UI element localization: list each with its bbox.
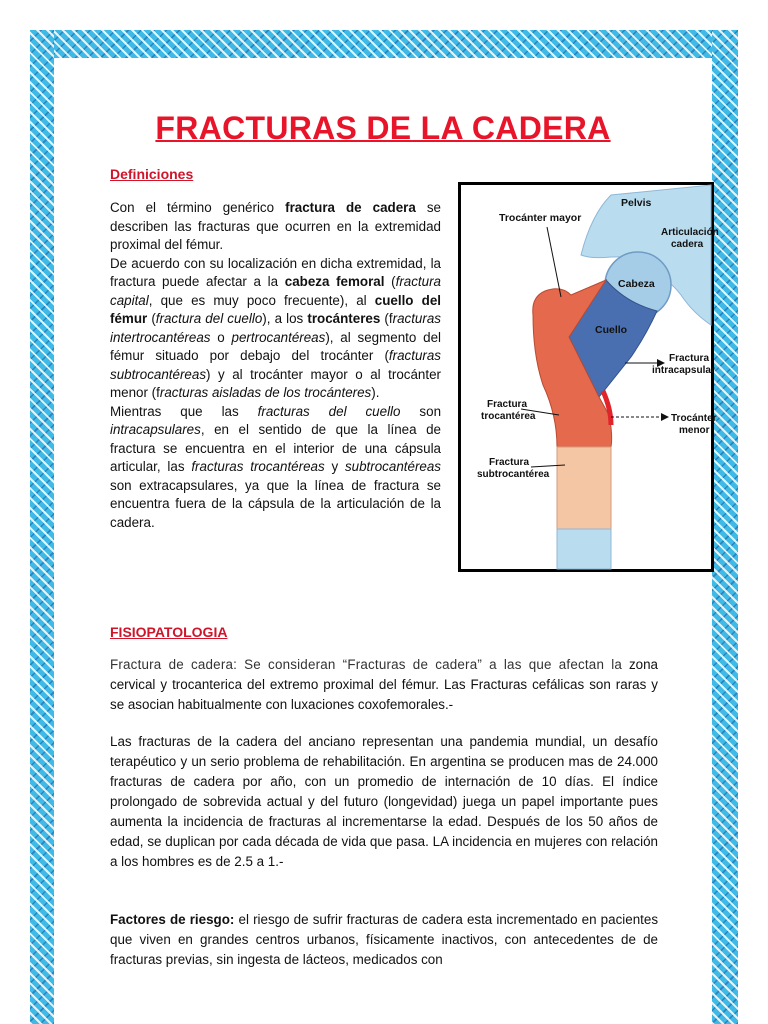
fisiopatologia-paragraph-3: Factores de riesgo: el riesgo de sufrir fracturas de cadera esta incrementado en pacientes que viven en grandes centros urbanos, físicamente inactivos, con antecedentes de de fracturas previas, sin ingesta de lácteos, medicados con	[110, 912, 659, 967]
border-right	[712, 30, 738, 1024]
border-left	[30, 30, 54, 1024]
label-fractura-intra-2: intracapsular	[652, 365, 715, 376]
label-trocanter-menor-1: Trocánter	[671, 413, 717, 424]
border-top	[30, 30, 738, 58]
label-fractura-sub-1: Fractura	[489, 457, 530, 468]
label-articulacion-2: cadera	[671, 239, 704, 250]
definiciones-text	[110, 199, 441, 532]
label-articulacion-1: Articulación	[661, 227, 719, 238]
hip-anatomy-diagram	[461, 185, 719, 569]
section-heading-definiciones: Definiciones	[110, 166, 194, 182]
definiciones-paragraph-3: Mientras que las fracturas del cuello son intracapsulares, en el sentido de que la línea de fractura se encuentra en el interior de una cápsula articular, las fracturas trocantéreas y subtrocantéreas son extracapsulares, ya que la línea de fractura se encuentra fuera de la cápsula de la articulación de la cadera.	[110, 403, 442, 530]
fisiopatologia-paragraph-1: Fractura de cadera: Se consideran “Fracturas de cadera” a las que afectan la zona cervical y trocanterica del extremo proximal del fémur. Las Fracturas cefálicas son raras y se asocian habitualmente con luxaciones coxofemorales.-	[110, 657, 658, 712]
subtrochanteric-shaft	[557, 447, 611, 529]
label-fractura-intra-1: Fractura	[669, 353, 710, 364]
hip-anatomy-figure	[458, 182, 719, 572]
label-trocanter-menor-2: menor	[679, 425, 710, 436]
label-cuello: Cuello	[595, 324, 628, 336]
label-fractura-sub-2: subtrocantérea	[477, 469, 550, 480]
label-pelvis: Pelvis	[621, 197, 652, 209]
document-title: FRACTURAS DE LA CADERA	[155, 110, 611, 146]
label-fractura-troc-2: trocantérea	[481, 411, 536, 422]
label-trocanter-mayor: Trocánter mayor	[499, 212, 582, 224]
lower-shaft	[557, 529, 611, 569]
definiciones-paragraph-1: Con el término genérico fractura de cadera se describen las fracturas que ocurren en la extremidad proximal del fémur.	[110, 200, 441, 252]
fisiopatologia-paragraph-2: Las fracturas de la cadera del anciano representan una pandemia mundial, un desafío terapéutico y un serio problema de rehabilitación. En argentina se producen mas de 24.000 fracturas de cadera por año, con un promedio de internación de 10 días. El índice prolongado de sobrevida actual y del futuro (longevidad) juega un papel importante pues aumenta la incidencia de fracturas al incrementarse la edad. Después de los 50 años de edad, se duplican por cada década de vida que pasa. LA incidencia en mujeres con relación a los hombres es de 2.5 a 1.-	[110, 734, 658, 869]
definiciones-paragraph-2: De acuerdo con su localización en dicha extremidad, la fractura puede afectar a la cabeza femoral (fractura capital, que es muy poco frecuente), al cuello del fémur (fractura del cuello), a los trocánteres (fracturas intertrocantéreas o pertrocantéreas), al segmento del fémur situado por debajo del trocánter (fracturas subtrocantéreas) y al trocánter mayor o al trocánter menor (fracturas aisladas de los trocánteres).	[110, 255, 441, 400]
label-cabeza: Cabeza	[618, 278, 655, 290]
section-heading-fisiopatologia: FISIOPATOLOGIA	[110, 624, 228, 640]
label-fractura-troc-1: Fractura	[487, 399, 528, 410]
